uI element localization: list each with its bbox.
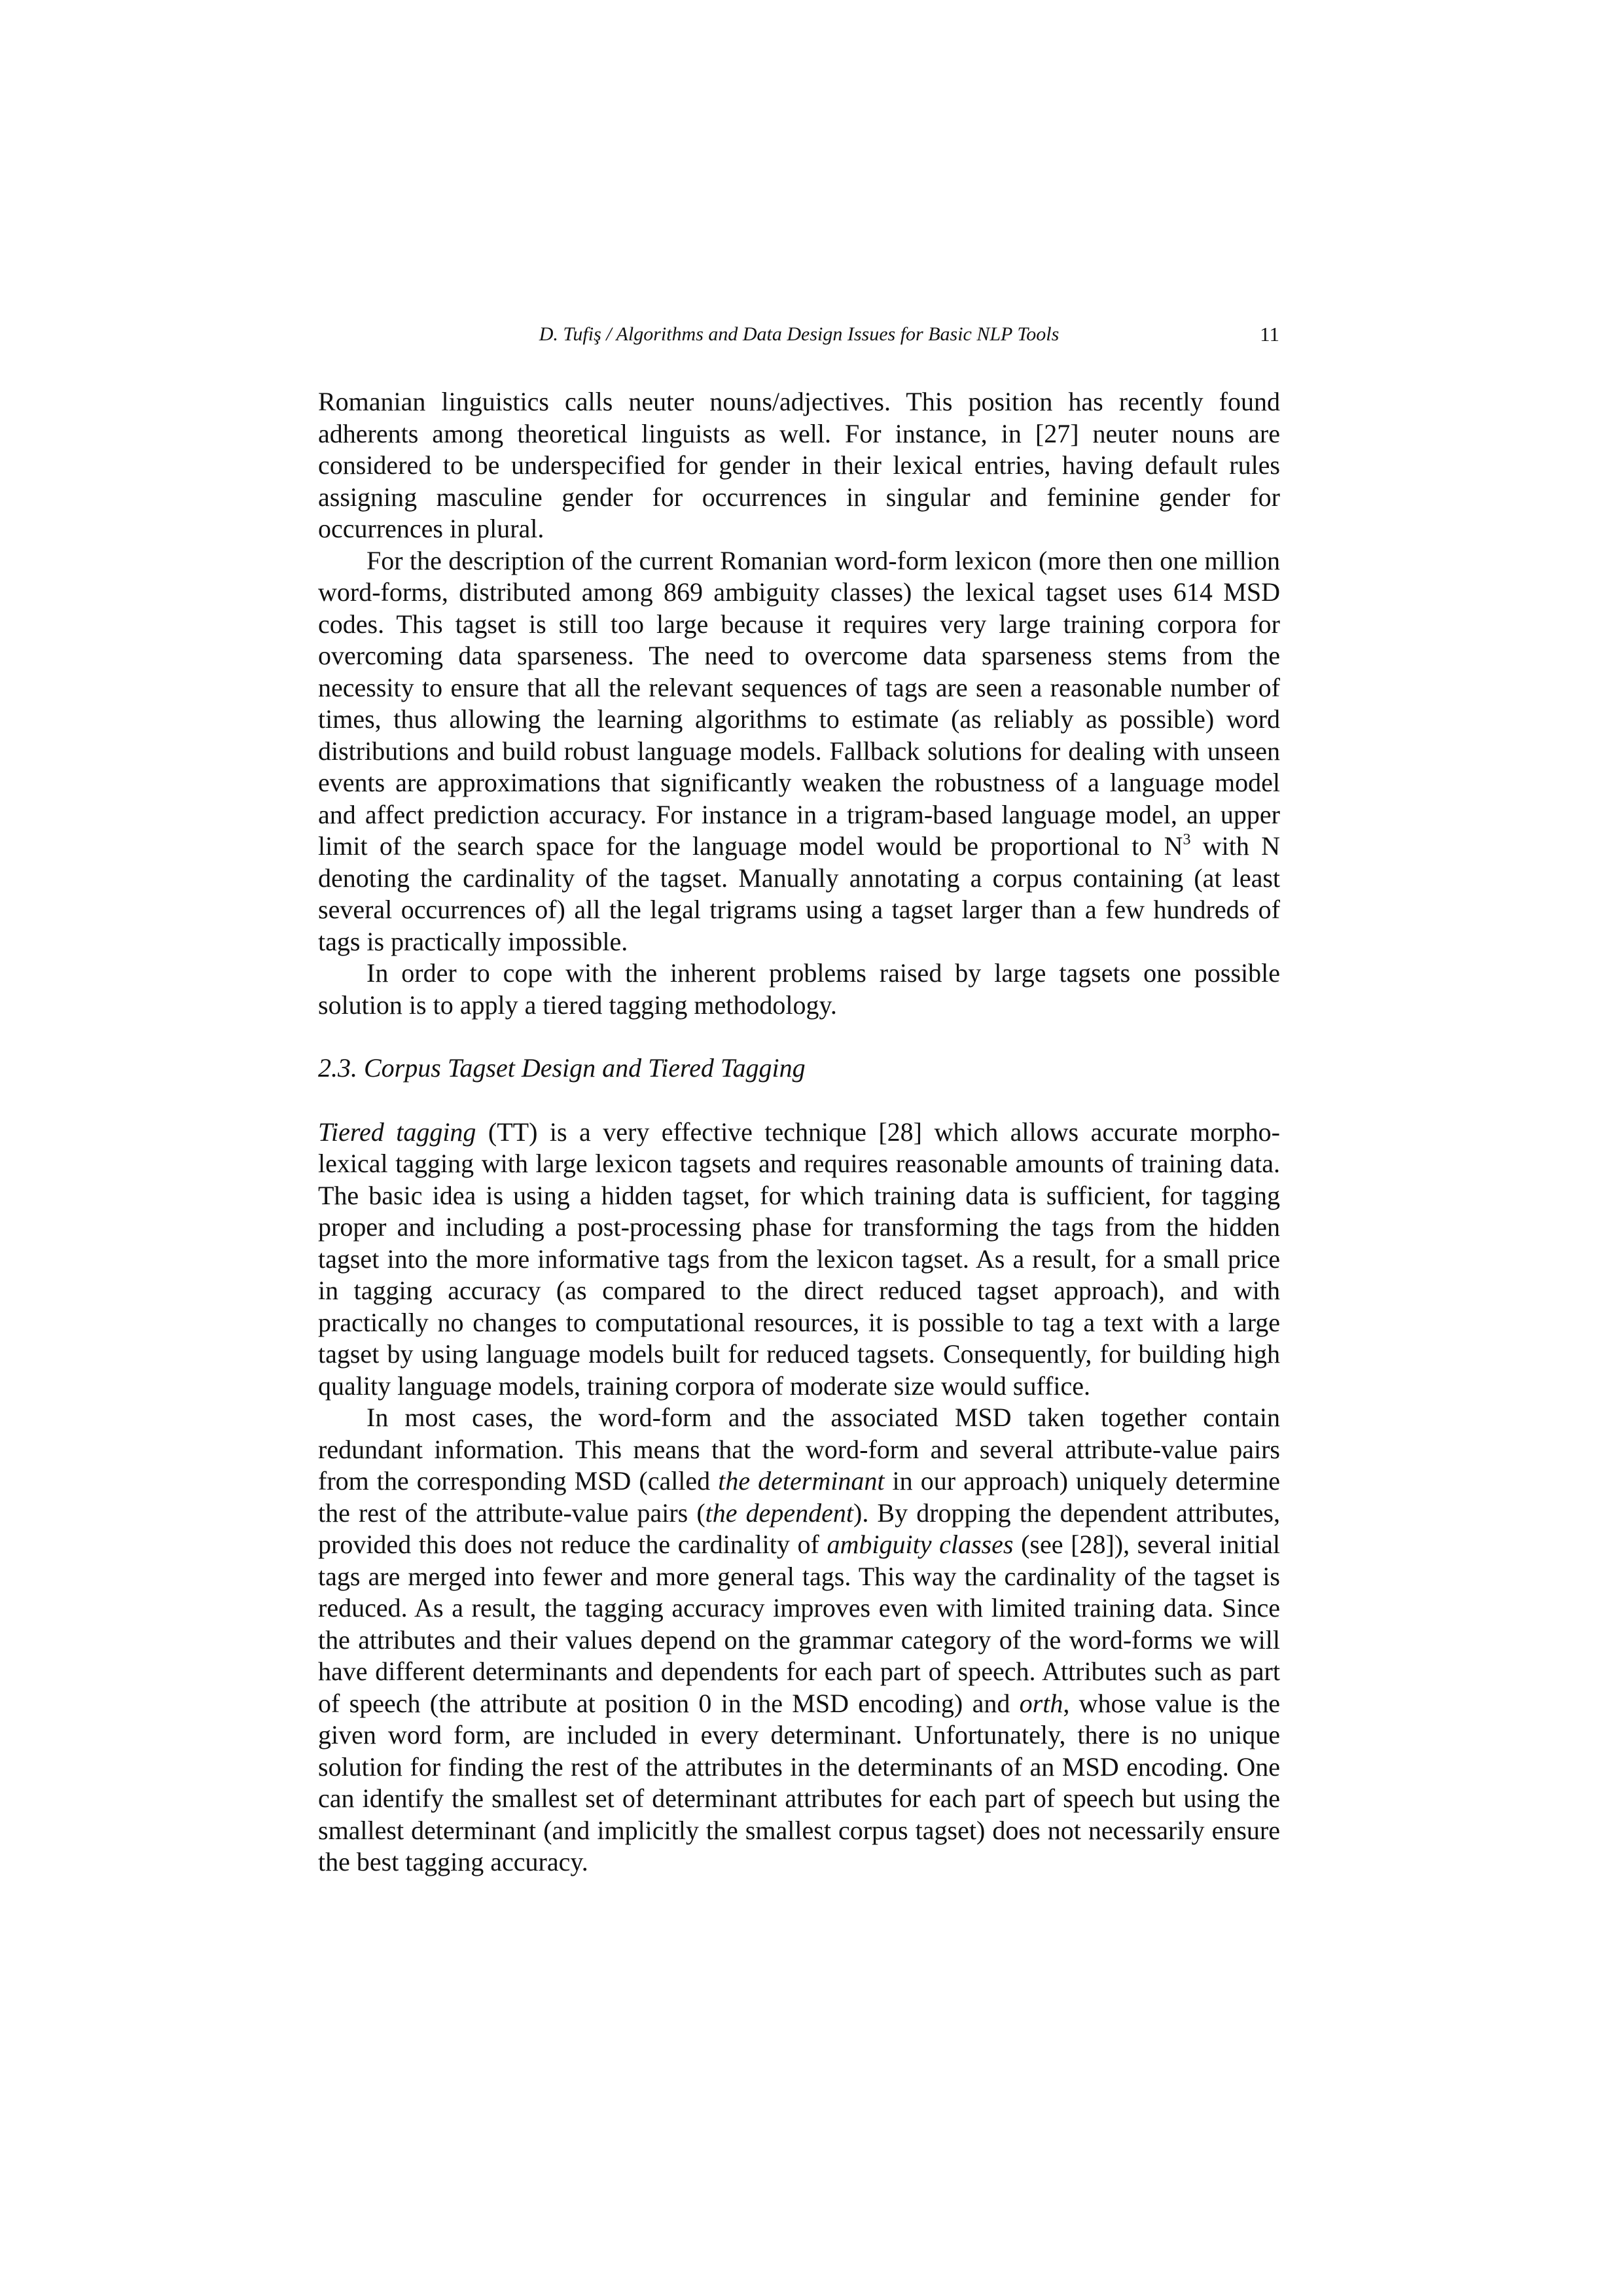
body-text [318,386,1280,1878]
running-head [317,319,1281,352]
term-tiered-tagging: Tiered tagging [318,1117,476,1147]
paragraph-3-text: In order to cope with the inherent problems raised by large tagsets one possible solution is to apply a tiered tagging methodology. [318,958,1280,1020]
paragraph-1 [318,386,1280,545]
paragraph-5-text-1: In most cases, the word-form and the associated MSD taken together contain redundant information. This means that the word-form and several attribute-value pairs from the corresponding MSD (called [318,1403,1280,1496]
term-orth: orth [1019,1688,1063,1718]
paragraph-4-text: (TT) is a very effective technique [28] which allows accurate morpho-lexical tagging with large lexicon tagsets and requires reasonable amounts of training data. The basic idea is using a hidden tagset, for which training data is sufficient, for tagging proper and including a post-processing phase for transforming the tags from the hidden tagset into the more informative tags from the lexicon tagset. As a result, for a small price in tagging accuracy (as compared to the direct reduced tagset approach), and with practically no changes to computational resources, it is possible to tag a text with a large tagset by using language models built for reduced tagsets. Consequently, for building high quality language models, training corpora of moderate size would suffice. [318,1117,1280,1401]
paragraph-5-text-2: in our approach) uniquely determine the rest of the attribute-value pairs ( [318,1466,1280,1528]
term-ambiguity-classes: ambiguity classes [827,1530,1014,1559]
paragraph-5-text-4: (see [28]), several initial tags are merged into fewer and more general tags. This way the cardinality of the tagset is reduced. As a result, the tagging accuracy improves even with limited training data. Since the attributes and their values depend on the grammar category of the word-forms we will have different determinants and dependents for each part of speech. Attributes such as part of speech (the attribute at position 0 in the MSD encoding) and [318,1530,1280,1718]
page-number: 11 [1260,323,1279,346]
superscript-exponent: 3 [1183,831,1191,848]
section-heading: 2.3. Corpus Tagset Design and Tiered Tagging [318,1053,806,1083]
running-title: D. Tufiş / Algorithms and Data Design Issues for Basic NLP Tools [539,323,1060,345]
paragraph-1-text: Romanian linguistics calls neuter nouns/adjectives. This position has recently found adherents among theoretical linguists as well. For instance, in [27] neuter nouns are considered to be underspecified for gender in their lexical entries, having default rules assigning masculine gender for occurrences in singular and feminine gender for occurrences in plural. [318,387,1280,543]
term-determinant: the determinant [718,1466,885,1496]
paragraph-2 [318,545,1280,958]
term-dependent: the dependent [705,1498,854,1528]
paragraph-2-text-a: For the description of the current Romanian word-form lexicon (more then one million word-forms, distributed among 869 ambiguity classes) the lexical tagset uses 614 MSD codes. This tagset is still too large because it requires very large training corpora for overcoming data sparseness. The need to overcome data sparseness stems from the necessity to ensure that all the relevant sequences of tags are seen a reasonable number of times, thus allowing the learning algorithms to estimate (as reliably as possible) word distributions and build robust language models. Fallback solutions for dealing with unseen events are approximations that significantly weaken the robustness of a language model and affect prediction accuracy. For instance in a trigram-based language model, an upper limit of the search space for the language model would be proportional to N [318,545,1280,861]
paragraph-2-text-b: with N denoting the cardinality of the tagset. Manually annotating a corpus containing (at least several occurrences of) all the legal trigrams using a tagset larger than a few hundreds of tags is practically impossible. [318,831,1280,956]
paragraph-3 [318,958,1280,1021]
paragraph-4 [318,1117,1280,1403]
paragraph-5-text-5: , whose value is the given word form, are included in every determinant. Unfortunately, there is no unique solution for finding the rest of the attributes in the determinants of an MSD encoding. One can identify the smallest set of determinant attributes for each part of speech but using the smallest determinant (and implicitly the smallest corpus tagset) does not necessarily ensure the best tagging accuracy. [318,1688,1281,1876]
paragraph-5-text-3: ). By dropping the dependent attributes, provided this does not reduce the cardinality of [318,1498,1281,1559]
paragraph-5 [318,1402,1280,1878]
